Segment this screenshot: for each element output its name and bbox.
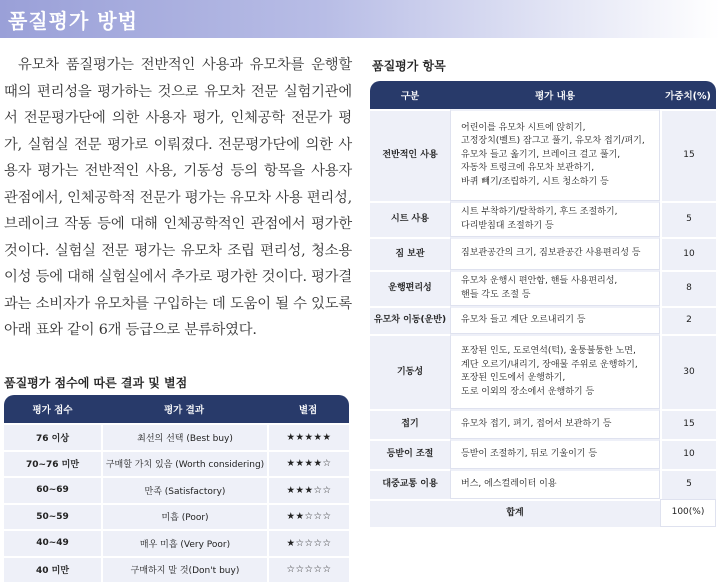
score-cell: 40 미만	[4, 556, 101, 583]
content-line: 유모차 운행시 편안함, 핸들 사용편리성,	[461, 276, 618, 286]
content-line: 핸들 각도 조절 등	[461, 289, 531, 300]
category-cell: 기동성	[370, 334, 450, 409]
weight-cell: 10	[660, 237, 716, 270]
score-cell: 76 이상	[4, 423, 101, 450]
weight-cell: 2	[660, 306, 716, 334]
category-cell: 대중교통 이용	[370, 469, 450, 499]
stars-cell: ★★★★☆	[267, 450, 349, 477]
header-content: 평가 내용	[450, 81, 660, 109]
stars-cell: ☆☆☆☆☆	[267, 556, 349, 583]
stars-cell: ★★☆☆☆	[267, 503, 349, 530]
intro-paragraph: 유모차 품질평가는 전반적인 사용과 유모차를 운행할 때의 편리성을 평가하는 것으로 유모차 전문 실험기관에서 전문평가단에 의한 사용자 평가, 인체공학 전문가 평가, 실험실 전문 평가로 이뤄졌다. 전문평가단에 의한 사용자 평가는 전반적인 사용, 기동성 등의 항목을 사용자 관점에서, 인체공학적 전문가 평가는 유모차 사용 편리성, 브레이크 작동 등에 대해 인체공학적인 관점에서 평가한 것이다. 실험실 전문 평가는 유모차 조립 편리성, 청소용이성 등에 대해 실험실에서 추가로 평가한 것이다. 평가결과는 소비자가 유모차를 구입하는 데 도움이 될 수 있도록 아래 표와 같이 6개 등급으로 분류하였다.	[4, 57, 352, 338]
item-row	[370, 237, 716, 270]
item-row	[370, 409, 716, 439]
score-table	[4, 395, 349, 582]
total-row	[370, 499, 716, 527]
score-cell: 70~76 미만	[4, 450, 101, 477]
content-line: 자동차 트렁크에 유모차 보관하기,	[461, 163, 595, 174]
category-cell: 등받이 조절	[370, 439, 450, 469]
content-line: 바퀴 빼기/조립하기, 시트 청소하기 등	[461, 176, 609, 187]
weight-cell: 15	[660, 409, 716, 439]
header-category: 구분	[370, 81, 450, 109]
content-cell	[450, 201, 660, 237]
header-weight: 가중치(%)	[660, 81, 716, 109]
content-cell	[450, 469, 660, 499]
score-table-title: 품질평가 점수에 따른 결과 및 별점	[4, 376, 188, 390]
content-cell	[450, 409, 660, 439]
category-cell: 시트 사용	[370, 201, 450, 237]
content-line: 포장된 인도, 도로연석(턱), 울퉁불퉁한 노면,	[461, 346, 636, 356]
header-score: 평가 점수	[4, 395, 101, 423]
content-line: 유모차 접기, 펴기, 접어서 보관하기 등	[461, 418, 612, 429]
total-weight: 100(%)	[660, 499, 716, 527]
item-row	[370, 270, 716, 306]
content-line: 포장된 인도에서 운행하기,	[461, 373, 566, 383]
score-cell: 50~59	[4, 503, 101, 530]
content-line: 유모차 들고 옮기기, 브레이크 걸고 풀기,	[461, 149, 621, 160]
score-row	[4, 476, 349, 503]
category-cell: 전반적인 사용	[370, 109, 450, 201]
score-table-header	[4, 395, 349, 423]
score-cell: 60~69	[4, 476, 101, 503]
score-row	[4, 556, 349, 583]
score-row	[4, 529, 349, 556]
category-cell: 접기	[370, 409, 450, 439]
category-cell: 유모차 이동(운반)	[370, 306, 450, 334]
content-cell	[450, 237, 660, 270]
weight-cell: 5	[660, 201, 716, 237]
content-line: 짐보관공간의 크기, 짐보관공간 사용편리성 등	[461, 248, 641, 259]
content-line: 다리받침대 조절하기 등	[461, 220, 554, 231]
content-cell	[450, 439, 660, 469]
item-row	[370, 439, 716, 469]
content-line: 시트 부착하기/탈착하기, 후드 조절하기,	[461, 207, 618, 217]
content-cell	[450, 270, 660, 306]
item-table-title: 품질평가 항목	[372, 59, 446, 73]
category-cell: 짐 보관	[370, 237, 450, 270]
stars-cell: ★☆☆☆☆	[267, 529, 349, 556]
result-cell: 만족 (Satisfactory)	[101, 476, 267, 503]
item-table-header	[370, 81, 716, 109]
score-row	[4, 503, 349, 530]
weight-cell: 8	[660, 270, 716, 306]
stars-cell: ★★★★★	[267, 423, 349, 450]
weight-cell: 10	[660, 439, 716, 469]
header-bar	[0, 0, 720, 38]
total-label: 합계	[370, 499, 660, 527]
content-line: 등받이 조절하기, 뒤로 기울이기 등	[461, 448, 598, 459]
header-stars: 별점	[267, 395, 349, 423]
weight-cell: 5	[660, 469, 716, 499]
content-cell	[450, 334, 660, 409]
content-line: 어린이를 유모차 시트에 앉히기,	[461, 122, 586, 133]
item-row	[370, 334, 716, 409]
result-cell: 최선의 선택 (Best buy)	[101, 423, 267, 450]
weight-cell: 30	[660, 334, 716, 409]
content-line: 계단 오르기/내리기, 장애물 주위로 운행하기,	[461, 359, 638, 370]
result-cell: 구매하지 말 것(Don't buy)	[101, 556, 267, 583]
page-title: 품질평가 방법	[8, 9, 138, 33]
result-cell: 구매할 가치 있음 (Worth considering)	[101, 450, 267, 477]
item-row	[370, 306, 716, 334]
content-cell	[450, 306, 660, 334]
score-cell: 40~49	[4, 529, 101, 556]
score-table-container	[4, 395, 349, 582]
item-table-container	[370, 81, 716, 527]
header-result: 평가 결과	[101, 395, 267, 423]
item-row	[370, 201, 716, 237]
content-line: 고정장치(벨트) 잠그고 풀기, 유모차 접기/펴기,	[461, 136, 645, 147]
item-table	[370, 81, 716, 527]
content-line: 버스, 에스컬레이터 이용	[461, 478, 557, 489]
stars-cell: ★★★☆☆	[267, 476, 349, 503]
result-cell: 미흡 (Poor)	[101, 503, 267, 530]
content-cell	[450, 109, 660, 201]
content-line: 유모차 들고 계단 오르내리기 등	[461, 314, 586, 325]
score-row	[4, 423, 349, 450]
weight-cell: 15	[660, 109, 716, 201]
content-line: 도로 이외의 장소에서 운행하기 등	[461, 386, 595, 397]
score-row	[4, 450, 349, 477]
item-row	[370, 469, 716, 499]
category-cell: 운행편리성	[370, 270, 450, 306]
result-cell: 매우 미흡 (Very Poor)	[101, 529, 267, 556]
item-row	[370, 109, 716, 201]
